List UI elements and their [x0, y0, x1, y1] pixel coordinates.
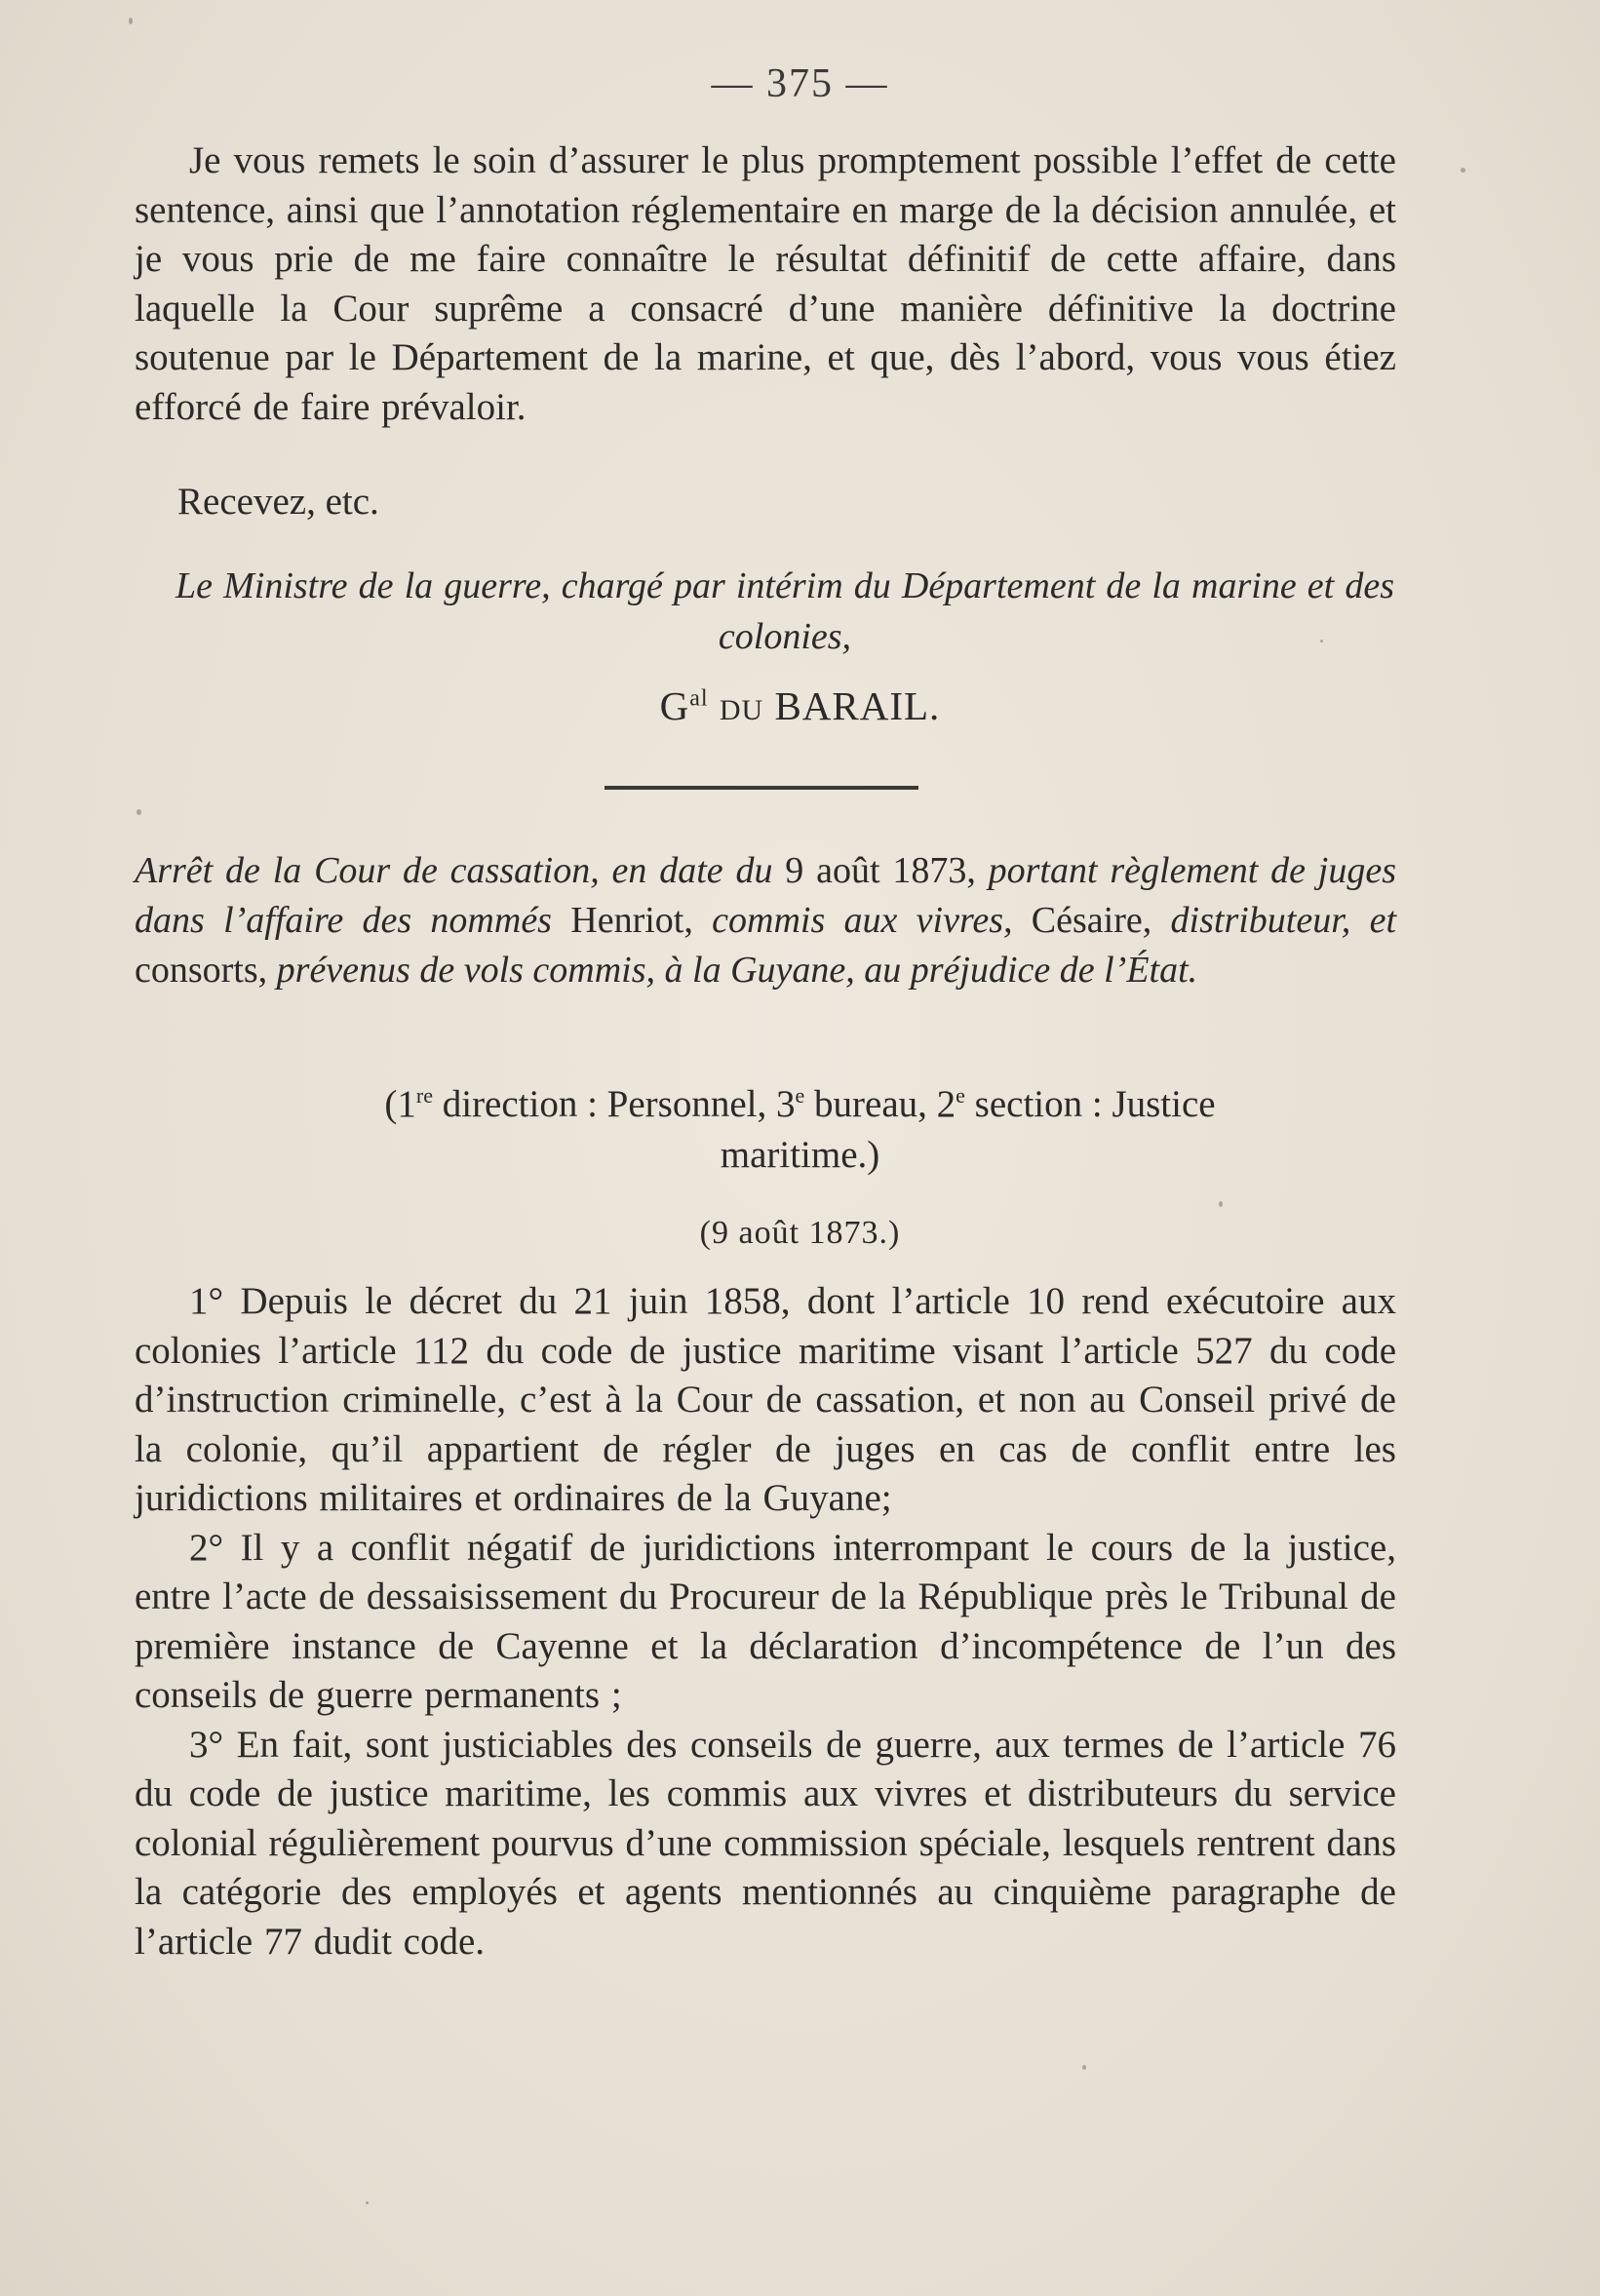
direction-text: (1 [384, 1083, 416, 1125]
point-paragraph: 2° Il y a conflit négatif de juridictions interrompant le cours de la justice, entre l’acte de dessaisissement du Procureur de la République près le Tribunal de première instance de Cayenne et la déclaration d’incompétence de l’un des conseils de guerre permanents ; [135, 1526, 1396, 1716]
direction-superscript: e [795, 1083, 805, 1108]
direction-reference [0, 1070, 1600, 1181]
signature-surname: BARAIL. [774, 683, 941, 728]
accused-consorts: consorts, [135, 950, 268, 991]
letter-body [135, 136, 1396, 432]
arret-heading-part: portant règlement de juges dans l’affaire des nommés [135, 850, 1396, 941]
direction-superscript: re [415, 1083, 433, 1108]
letter-paragraph: Je vous remets le soin d’assurer le plus promptement possible l’effet de cette sentence, ainsi que l’annotation réglementaire en marge de la décision annulée, et je vous prie de me faire connaître le résultat définitif de cette affaire, dans laquelle la Cour suprême a consacré d’une manière définitive la doctrine soutenue par le Département de la marine, et que, dès l’abord, vous vous étiez efforcé de faire prévaloir. [135, 139, 1396, 428]
page-number: — 375 — [711, 61, 889, 106]
letter-closing: Recevez, etc. [177, 481, 379, 523]
accused-role-2: distributeur, et [1170, 900, 1397, 941]
paper-speck [1219, 1201, 1223, 1207]
arret-heading-date: 9 août 1873, [785, 850, 976, 891]
signature-name [0, 682, 1600, 729]
paper-speck [1082, 2065, 1086, 2070]
signature-name-particle: DU [719, 694, 764, 726]
signature-name-prefix: G [659, 683, 690, 728]
direction-text: bureau, 2 [804, 1083, 956, 1125]
paper-speck [137, 809, 141, 815]
paper-speck [366, 2201, 369, 2204]
decision-date: (9 août 1873.) [699, 1215, 901, 1251]
arret-points [135, 1277, 1396, 1966]
direction-text: section : Justice [964, 1083, 1216, 1125]
accused-name-1: Henriot, [570, 900, 693, 941]
direction-superscript: e [956, 1083, 965, 1108]
section-divider [605, 786, 918, 790]
direction-text: direction : Personnel, 3 [432, 1083, 796, 1125]
arret-heading-part: Arrêt de la Cour de cassation, en date du [135, 850, 773, 891]
direction-line-2: maritime.) [720, 1134, 880, 1176]
accused-role-1: commis aux vivres, [712, 900, 1013, 941]
paper-speck [1461, 168, 1465, 173]
accused-name-2: Césaire, [1031, 900, 1152, 941]
arret-heading [135, 846, 1396, 995]
signature-name-superscript: al [689, 685, 709, 712]
signature-title: Le Ministre de la guerre, chargé par intérim du Département de la marine et des colonies, [176, 565, 1394, 657]
point-paragraph: 1° Depuis le décret du 21 juin 1858, dont l’article 10 rend exécutoire aux colonies l’article 112 du code de justice maritime visant l’article 527 du code d’instruction criminelle, c’est à la Cour de cassation, et non au Conseil privé de la colonie, qu’il appartient de régler de juges en cas de conflit entre les juridictions militaires et ordinaires de la Guyane; [135, 1280, 1396, 1519]
point-paragraph: 3° En fait, sont justiciables des conseils de guerre, aux termes de l’article 76 du code de justice maritime, les commis aux vivres et distributeurs du service colonial régulièrement pourvus d’une commission spéciale, lesquels rentrent dans la catégorie des employés et agents mentionnés au cinquième paragraphe de l’article 77 dudit code. [135, 1723, 1396, 1963]
arret-heading-part: prévenus de vols commis, à la Guyane, au préjudice de l’État. [276, 950, 1198, 991]
direction-line-1 [0, 1070, 1600, 1130]
paper-speck [129, 18, 133, 24]
